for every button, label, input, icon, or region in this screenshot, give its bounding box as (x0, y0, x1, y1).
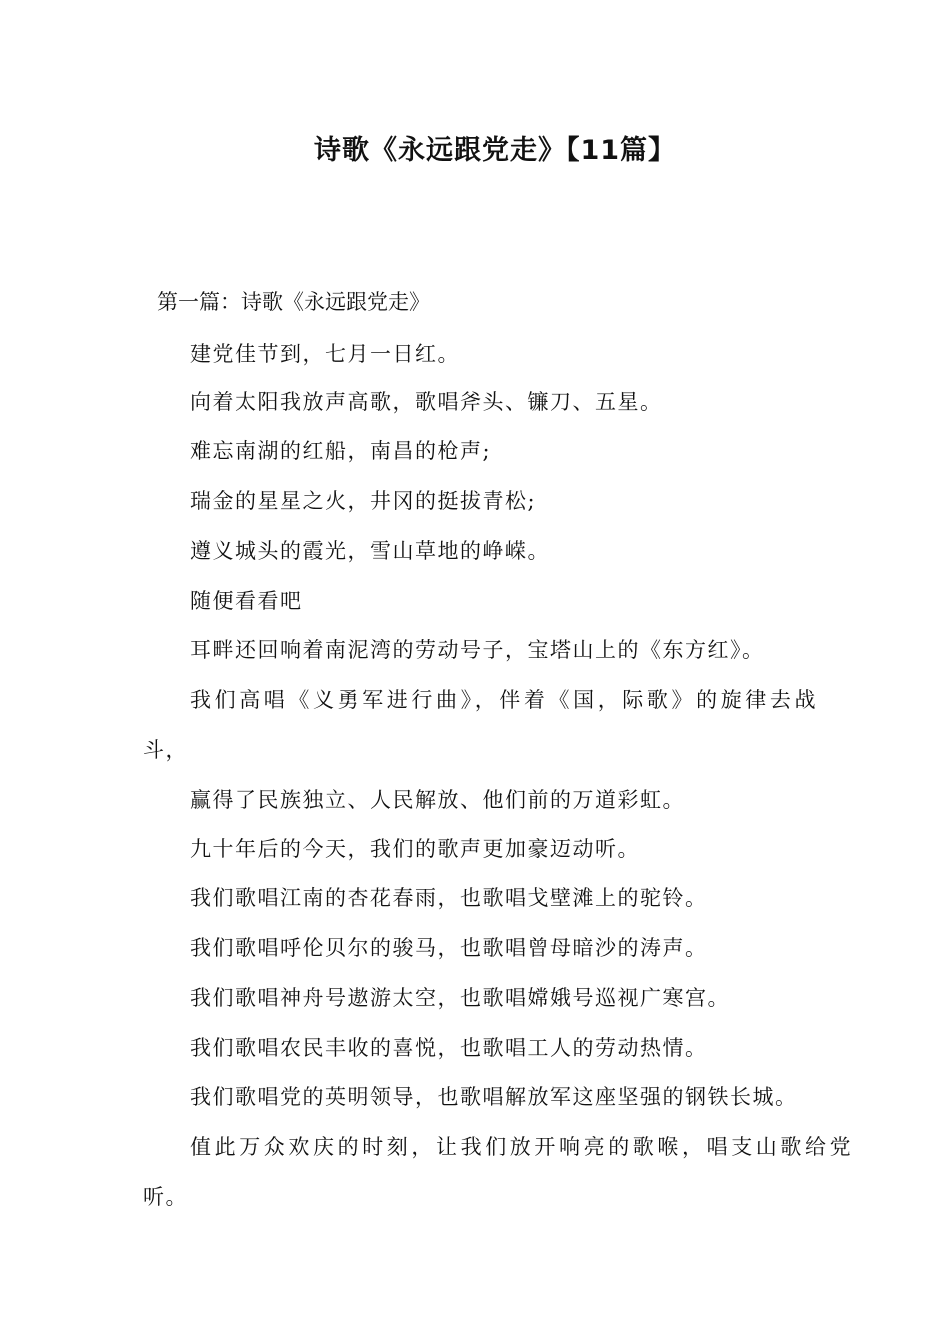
poem-line: 赢得了民族独立、人民解放、他们前的万道彩虹。 (190, 788, 685, 812)
poem-line: 值此万众欢庆的时刻，让我们放开响亮的歌喉，唱支山歌给党 (190, 1135, 855, 1159)
poem-line: 建党佳节到，七月一日红。 (190, 342, 460, 366)
poem-line: 耳畔还回响着南泥湾的劳动号子，宝塔山上的《东方红》。 (190, 638, 765, 662)
poem-line: 九十年后的今天，我们的歌声更加豪迈动听。 (190, 837, 640, 861)
poem-line: 我们歌唱江南的杏花春雨，也歌唱戈壁滩上的驼铃。 (190, 886, 708, 910)
poem-line: 遵义城头的霞光，雪山草地的峥嵘。 (190, 539, 550, 563)
poem-line: 我们歌唱农民丰收的喜悦，也歌唱工人的劳动热情。 (190, 1036, 708, 1060)
poem-line: 难忘南湖的红船，南昌的枪声; (190, 439, 492, 463)
poem-line: 我们高唱《义勇军进行曲》，伴着《国，际歌》的旋律去战 (190, 688, 820, 712)
poem-line: 随便看看吧 (190, 589, 303, 613)
poem-line-continuation: 听。 (143, 1185, 188, 1209)
section-heading: 第一篇：诗歌《永远跟党走》 (157, 290, 430, 314)
poem-line: 我们歌唱党的英明领导，也歌唱解放军这座坚强的钢铁长城。 (190, 1085, 798, 1109)
poem-line: 瑞金的星星之火，井冈的挺拔青松; (190, 489, 537, 513)
poem-line-continuation: 斗， (143, 738, 188, 762)
poem-line: 我们歌唱神舟号遨游太空，也歌唱嫦娥号巡视广寒宫。 (190, 986, 730, 1010)
poem-line: 我们歌唱呼伦贝尔的骏马，也歌唱曾母暗沙的涛声。 (190, 936, 708, 960)
document-title: 诗歌《永远跟党走》【11篇】 (313, 135, 677, 166)
poem-line: 向着太阳我放声高歌，歌唱斧头、镰刀、五星。 (190, 390, 663, 414)
